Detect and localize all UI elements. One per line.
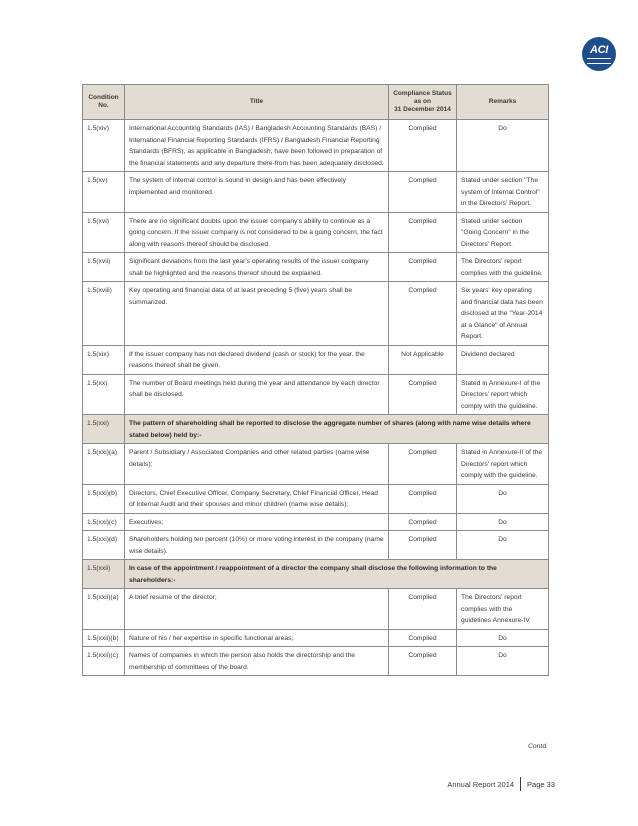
status-cell: Complied (389, 374, 457, 415)
remarks-cell: Stated in Annexure-II of the Directors' report which comply with the guideline. (457, 444, 549, 485)
logo-waves (587, 58, 611, 64)
table-row (83, 513, 549, 531)
condition-cell: 1.5(xix) (83, 345, 125, 374)
status-cell: Complied (389, 172, 457, 213)
status-cell: Complied (389, 444, 457, 485)
title-cell: Shareholders holding ten percent (10%) or more voting interest in the company (name wise details). (125, 531, 389, 560)
condition-cell: 1.5(xxi)(a) (83, 444, 125, 485)
remarks-cell: Stated under section "Going Concern" in the Directors' Report. (457, 212, 549, 253)
remarks-cell: Do (457, 120, 549, 172)
condition-cell: 1.5(xxi)(b) (83, 484, 125, 513)
title-cell: International Accounting Standards (IAS) / Bangladesh Accounting Standards (BAS) / International Financial Reporting Standards (IFRS) / Bangladesh Financial Reporting Standards (BFRS), as applicable in Bangladesh, have been followed in preparation of the financial statements and any departure there-from has been adequately disclosed. (125, 120, 389, 172)
remarks-cell: Do (457, 484, 549, 513)
status-cell: Complied (389, 484, 457, 513)
condition-cell: 1.5(xxi)(c) (83, 513, 125, 531)
remarks-cell: Dividend declared (457, 345, 549, 374)
section-title-cell: In case of the appointment / reappointment of a director the company shall disclose the following information to the shareholders:- (125, 560, 549, 589)
table-row (83, 647, 549, 676)
status-cell: Complied (389, 513, 457, 531)
title-cell: A brief resume of the director; (125, 589, 389, 630)
table-header-row (83, 85, 549, 120)
title-cell: Executives; (125, 513, 389, 531)
header-status-line2: as on (414, 98, 431, 105)
remarks-cell: Do (457, 531, 549, 560)
title-cell: Directors, Chief Executive Officer, Company Secretary, Chief Financial Officer, Head of Internal Audit and their spouses and minor children (name wise details); (125, 484, 389, 513)
table-row (83, 212, 549, 253)
page-footer (447, 777, 555, 791)
condition-cell: 1.5(xxii) (83, 560, 125, 589)
table-row (83, 531, 549, 560)
title-cell: Key operating and financial data of at least preceding 5 (five) years shall be summarized. (125, 282, 389, 346)
section-row (83, 560, 549, 589)
remarks-cell: The Directors' report complies with the guideline. (457, 253, 549, 282)
table-row (83, 484, 549, 513)
condition-cell: 1.5(xxi)(d) (83, 531, 125, 560)
condition-cell: 1.5(xxi) (83, 415, 125, 444)
status-cell: Complied (389, 589, 457, 630)
remarks-cell: Six years' key operating and financial data has been disclosed at the "Year-2014 at a Glance" of Annual Report. (457, 282, 549, 346)
section-row (83, 415, 549, 444)
header-status-line1: Compliance Status (393, 90, 452, 97)
table-row (83, 444, 549, 485)
title-cell: If the issuer company has not declared dividend (cash or stock) for the year, the reasons thereof shall be given. (125, 345, 389, 374)
header-condition: Condition No. (83, 85, 125, 120)
condition-cell: 1.5(xx) (83, 374, 125, 415)
section-title-cell: The pattern of shareholding shall be reported to disclose the aggregate number of shares (along with name wise details where stated below) held by:- (125, 415, 549, 444)
table-body (83, 120, 549, 676)
status-cell: Not Applicable (389, 345, 457, 374)
table-row (83, 589, 549, 630)
footer-page-number: Page 33 (527, 779, 555, 789)
title-cell: The number of Board meetings held during the year and attendance by each director shall be disclosed. (125, 374, 389, 415)
condition-cell: 1.5(xiv) (83, 120, 125, 172)
title-cell: Names of companies in which the person also holds the directorship and the membership of committees of the board. (125, 647, 389, 676)
table-row (83, 374, 549, 415)
logo-text: ACI (589, 43, 609, 56)
header-status (389, 85, 457, 120)
compliance-table (82, 84, 549, 676)
status-cell: Complied (389, 629, 457, 647)
table-row (83, 345, 549, 374)
status-cell: Complied (389, 647, 457, 676)
remarks-cell: Stated in Annexure-I of the Directors' report which comply with the guideline. (457, 374, 549, 415)
footer-report-title: Annual Report 2014 (447, 779, 515, 789)
table-row (83, 629, 549, 647)
title-cell: There are no significant doubts upon the issuer company's ability to continue as a going concern. If the issuer company is not considered to be a going concern, the fact along with reasons thereof should be disclosed. (125, 212, 389, 253)
remarks-cell: The Directors' report complies with the guidelines Annexure-IV (457, 589, 549, 630)
condition-cell: 1.5(xv) (83, 172, 125, 213)
table-row (83, 253, 549, 282)
status-cell: Complied (389, 120, 457, 172)
status-cell: Complied (389, 531, 457, 560)
aci-logo (582, 37, 616, 71)
remarks-cell: Do (457, 513, 549, 531)
contd-note: Contd. (527, 743, 548, 750)
status-cell: Complied (389, 212, 457, 253)
condition-cell: 1.5(xxii)(b) (83, 629, 125, 647)
table-row (83, 282, 549, 346)
status-cell: Complied (389, 282, 457, 346)
title-cell: Significant deviations from the last year's operating results of the issuer company shall be highlighted and the reasons thereof should be explained. (125, 253, 389, 282)
header-title: Title (125, 85, 389, 120)
condition-cell: 1.5(xviii) (83, 282, 125, 346)
condition-cell: 1.5(xvi) (83, 212, 125, 253)
title-cell: Parent / Subsidiary / Associated Companies and other related parties (name wise details); (125, 444, 389, 485)
header-status-line3: 31 December 2014 (394, 106, 451, 113)
footer-divider (520, 777, 521, 791)
title-cell: The system of internal control is sound in design and has been effectively implemented and monitored. (125, 172, 389, 213)
header-remarks: Remarks (457, 85, 549, 120)
condition-cell: 1.5(xxii)(a) (83, 589, 125, 630)
title-cell: Nature of his / her expertise in specific functional areas; (125, 629, 389, 647)
condition-cell: 1.5(xxii)(c) (83, 647, 125, 676)
remarks-cell: Do (457, 629, 549, 647)
remarks-cell: Stated under section "The system of Internal Control" in the Directors' Report. (457, 172, 549, 213)
status-cell: Complied (389, 253, 457, 282)
table-row (83, 172, 549, 213)
condition-cell: 1.5(xvii) (83, 253, 125, 282)
remarks-cell: Do (457, 647, 549, 676)
table-row (83, 120, 549, 172)
